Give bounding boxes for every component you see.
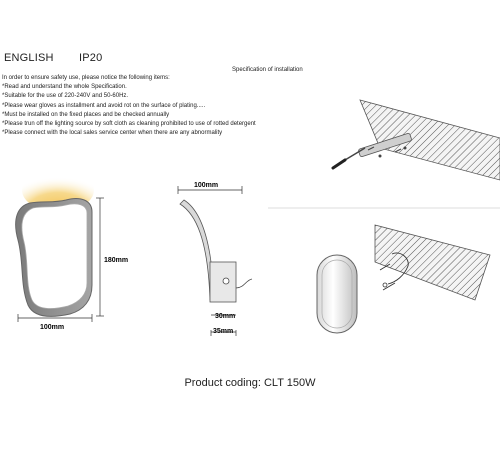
language-label: ENGLISH <box>4 52 54 64</box>
lamp-face-front <box>22 204 87 309</box>
bracket-small-label: 30mm <box>215 313 236 320</box>
screw-icon <box>379 155 382 158</box>
instruction-line: *Must be installed on the fixed places and be checked annually <box>2 111 170 118</box>
instruction-line: *Please connect with the local sales service center when there are any abnormality <box>2 130 223 137</box>
wall-hatch-2 <box>375 225 490 300</box>
install-step-2 <box>317 225 490 333</box>
capsule-lamp <box>317 255 357 333</box>
instruction-line: *Read and understand the whole Specification. <box>2 84 127 91</box>
front-width-label: 100mm <box>40 324 65 331</box>
front-view-lamp <box>16 168 94 316</box>
instruction-line: *Please wear gloves as installment and avoid rot on the surface of plating..... <box>2 102 206 109</box>
instruction-line: *Suitable for the use of 220-240V and 50-60Hz. <box>2 93 129 100</box>
install-step-1 <box>333 100 500 180</box>
bracket-base-label: 35mm <box>213 328 234 335</box>
screw-icon <box>404 147 407 150</box>
instruction-line: In order to ensure safety use, please notice the following items: <box>2 75 170 81</box>
product-coding: Product coding: CLT 150W <box>184 377 316 389</box>
wall-hatch-1 <box>360 100 500 180</box>
power-cable <box>236 279 252 288</box>
front-height-label: 180mm <box>104 257 129 264</box>
instruction-line: *Please trun off the lighting source by soft cloth as cleaning prohibited to use of rotted detergent <box>2 121 256 128</box>
ip-rating: IP20 <box>78 52 103 64</box>
side-depth-label: 100mm <box>194 182 219 189</box>
spec-title: Specification of installation <box>232 67 303 73</box>
curved-arm <box>180 200 214 300</box>
